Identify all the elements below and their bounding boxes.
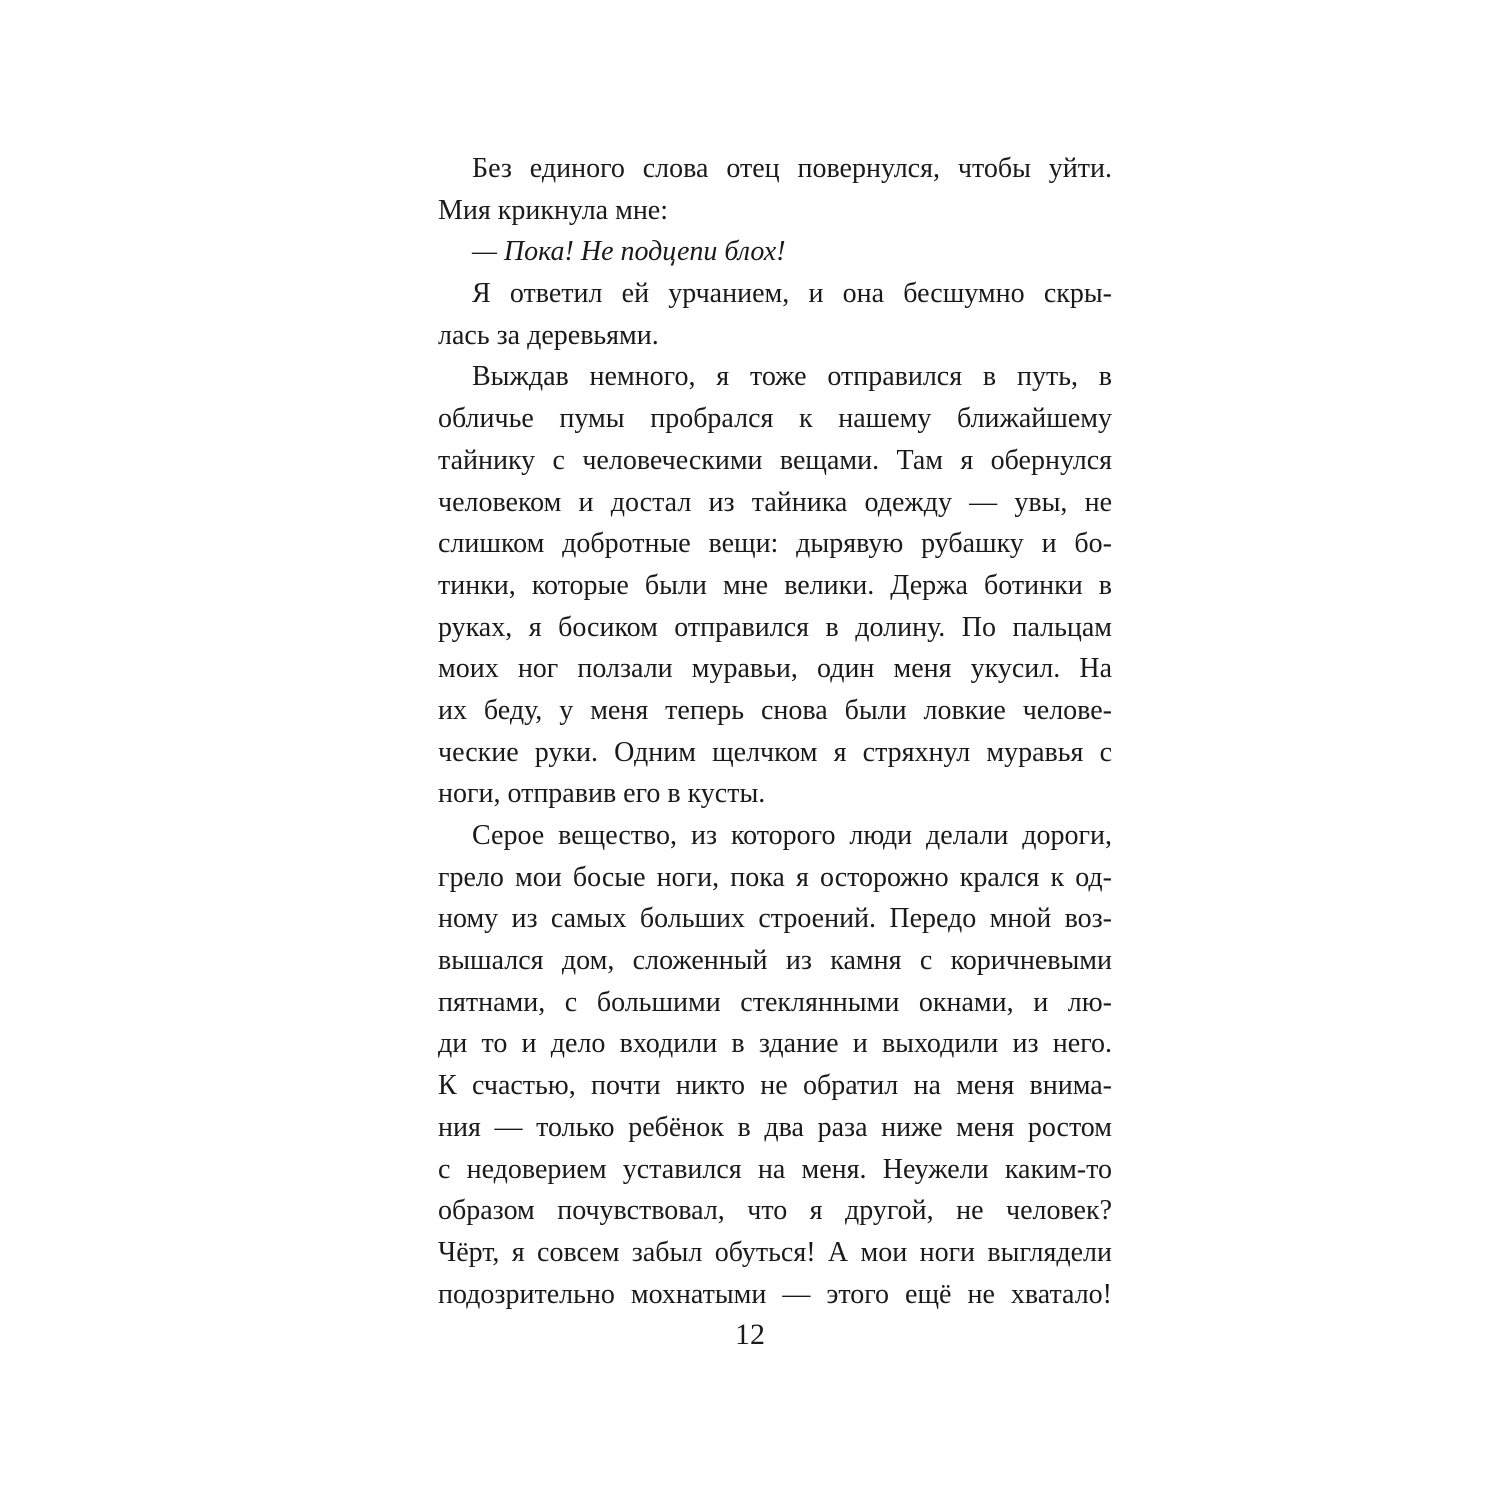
text-line: обличье пумы пробрался к нашему ближайшему	[438, 403, 1112, 435]
text-line: подозрительно мохнатыми — этого ещё не хватало!	[438, 1278, 1112, 1310]
text-line: Без единого слова отец повернулся, чтобы уйти.	[472, 153, 1112, 184]
text-line: Выждав немного, я тоже отправился в путь, в	[472, 361, 1112, 393]
text-line: ноги, отправив его в кусты.	[438, 778, 766, 810]
text-line: образом почувствовал, что я другой, не человек?	[438, 1195, 1112, 1227]
text-line: вышался дом, сложенный из камня с коричневыми	[438, 945, 1112, 977]
text-line: слишком добротные вещи: дырявую рубашку и бо-	[438, 528, 1112, 560]
text-line: Серое вещество, из которого люди делали дороги,	[472, 820, 1112, 851]
text-line: ческие руки. Одним щелчком я стряхнул муравья с	[438, 736, 1112, 768]
text-line: К счастью, почти никто не обратил на меня внима-	[438, 1070, 1112, 1102]
text-line: грело мои босые ноги, пока я осторожно крался к од-	[438, 861, 1112, 893]
page-number: 12	[735, 1318, 765, 1351]
text-line: с недоверием уставился на меня. Неужели каким-то	[438, 1153, 1112, 1185]
text-line: человеком и достал из тайника одежду — увы, не	[438, 486, 1112, 518]
text-line: лась за деревьями.	[438, 319, 659, 351]
text-line: руках, я босиком отправился в долину. По пальцам	[438, 611, 1112, 643]
text-line: тайнику с человеческими вещами. Там я обернулся	[438, 444, 1112, 476]
text-line: Мия крикнула мне:	[438, 194, 669, 226]
text-line: ния — только ребёнок в два раза ниже меня ростом	[438, 1111, 1112, 1143]
text-line: ному из самых больших строений. Передо мной воз-	[438, 903, 1112, 935]
body-text	[438, 148, 1112, 1315]
text-line: Я ответил ей урчанием, и она бесшумно скры-	[472, 278, 1112, 310]
text-line: Чёрт, я совсем забыл обуться! А мои ноги выглядели	[438, 1236, 1112, 1268]
text-line: их беду, у меня теперь снова были ловкие челове-	[438, 694, 1112, 726]
dialogue-line: — Пока! Не подцепи блох!	[472, 236, 786, 268]
text-line: ди то и дело входили в здание и выходили из него.	[438, 1028, 1112, 1060]
text-line: тинки, которые были мне велики. Держа ботинки в	[438, 569, 1112, 601]
text-line: моих ног ползали муравьи, один меня укусил. На	[438, 653, 1112, 685]
text-line: пятнами, с большими стеклянными окнами, и лю-	[438, 986, 1112, 1018]
